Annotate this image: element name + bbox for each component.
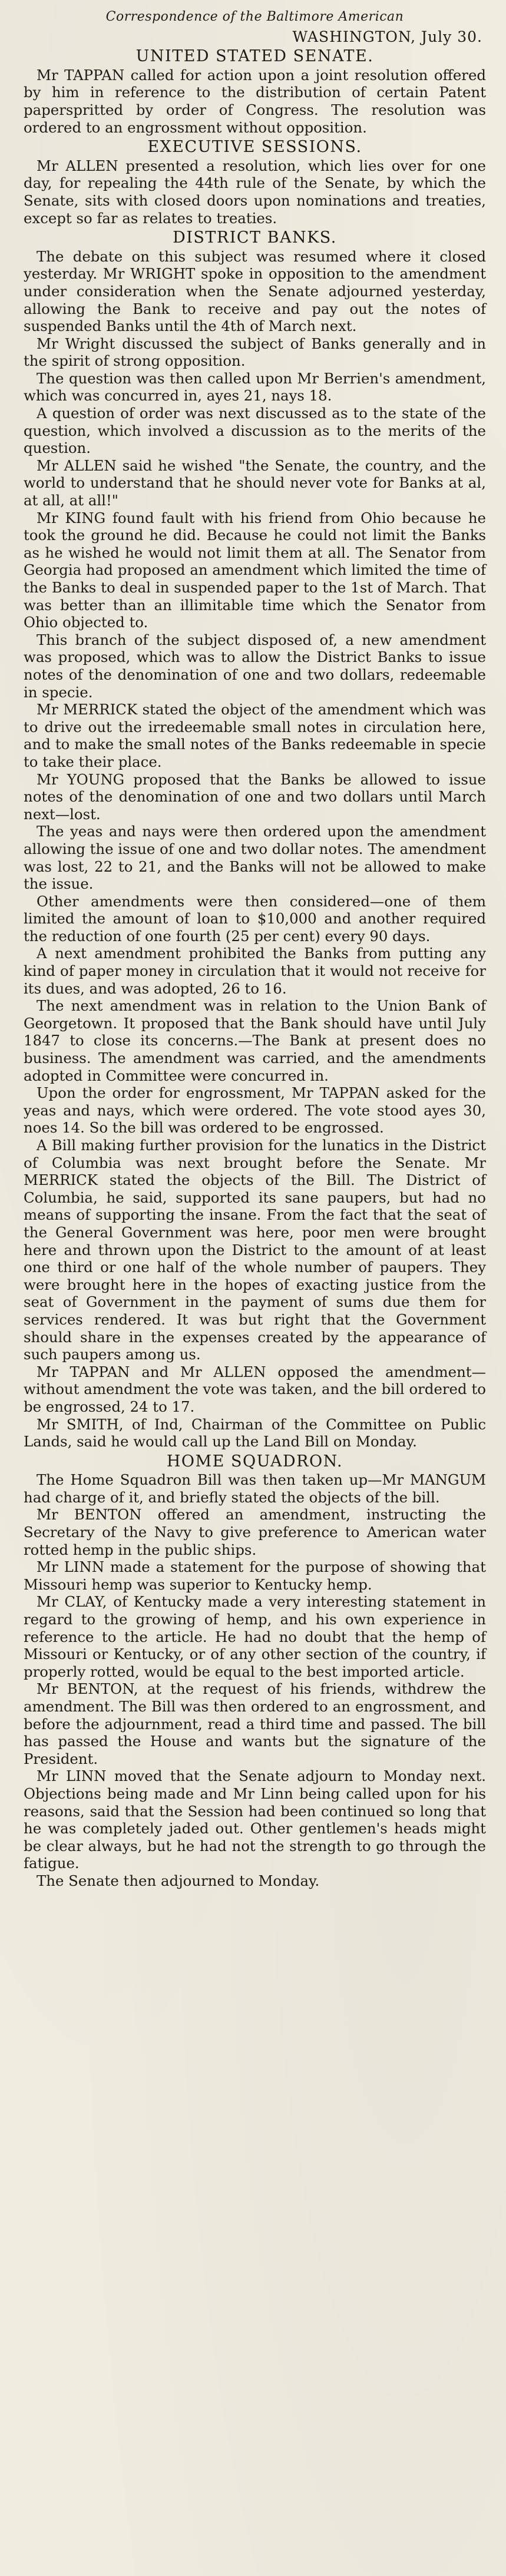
article-section	[24, 48, 486, 136]
article-paragraph: Mr Wright discussed the subject of Banks generally and in the spirit of strong opposition.	[24, 335, 486, 370]
article-column	[24, 8, 486, 1890]
article-paragraph: The Home Squadron Bill was then taken up—Mr MANGUM had charge of it, and briefly stated the objects of the bill.	[24, 1471, 486, 1506]
article-paragraph: Other amendments were then considered—one of them limited the amount of loan to $10,000 and another required the reduction of one fourth (25 per cent) every 90 days.	[24, 892, 486, 945]
article-paragraph: Mr ALLEN said he wished "the Senate, the country, and the world to understand that he should never vote for Banks at al, at all, at all!"	[24, 456, 486, 509]
article-paragraph: The yeas and nays were then ordered upon the amendment allowing the issue of one and two dollar notes. The amendment was lost, 22 to 21, and the Banks will not be allowed to make the issue.	[24, 823, 486, 893]
article-paragraph: A next amendment prohibited the Banks from putting any kind of paper money in circulation that it would not receive for its dues, and was adopted, 26 to 16.	[24, 945, 486, 997]
article-paragraph: Mr KING found fault with his friend from Ohio because he took the ground he did. Because he could not limit the Banks as he wished he would not limit them at all. The Senator from Georgia had proposed an amendment which limited the time of the Banks to deal in suspended paper to the 1st of March. That was better than an illimitable time which the Senator from Ohio objected to.	[24, 509, 486, 631]
article-section	[24, 229, 486, 1451]
correspondence-byline: Correspondence of the Baltimore American	[105, 9, 404, 24]
section-heading: EXECUTIVE SESSIONS.	[147, 138, 362, 157]
article-paragraph: Mr BENTON, at the request of his friends, withdrew the amendment. The Bill was then ordered to an engrossment, and before the adjournment, read a third time and passed. The bill has passed the House and wants but the signature of the President.	[24, 1680, 486, 1767]
article-paragraph: A question of order was next discussed as to the state of the question, which involved a discussion as to the merits of the question.	[24, 405, 486, 457]
article-paragraph: Mr CLAY, of Kentucky made a very interesting statement in regard to the growing of hemp, and his own experience in reference to the article. He had no doubt that the hemp of Missouri or Kentucky, or of any other section of the country, if properly rotted, would be equal to the best imported article.	[24, 1593, 486, 1680]
article-paragraph: Mr ALLEN presented a resolution, which lies over for one day, for repealing the 44th rule of the Senate, by which the Senate, sits with closed doors upon nominations and treaties, except so far as relates to treaties.	[24, 157, 486, 227]
article-paragraph: Mr YOUNG proposed that the Banks be allowed to issue notes of the denomination of one and two dollars until March next—lost.	[24, 770, 486, 823]
article-paragraph: The next amendment was in relation to the Union Bank of Georgetown. It proposed that the Bank should have until July 1847 to close its concerns.—The Bank at present does no business. The amendment was carried, and the amendments adopted in Committee were concurred in.	[24, 997, 486, 1084]
article-paragraph: Mr BENTON offered an amendment, instructing the Secretary of the Navy to give preference to American water rotted hemp in the public ships.	[24, 1506, 486, 1558]
section-heading: HOME SQUADRON.	[166, 1452, 343, 1471]
article-paragraph: This branch of the subject disposed of, a new amendment was proposed, which was to allow the District Banks to issue notes of the denomination of one and two dollars, redeemable in specie.	[24, 631, 486, 701]
article-paragraph: Mr SMITH, of Ind, Chairman of the Committee on Public Lands, said he would call up the Land Bill on Monday.	[24, 1415, 486, 1451]
section-heading: UNITED STATED SENATE.	[135, 47, 374, 66]
article-paragraph: Mr MERRICK stated the object of the amendment which was to drive out the irredeemable small notes in circulation here, and to make the small notes of the Banks redeemable in specie to take their place.	[24, 701, 486, 770]
article-paragraph: Upon the order for engrossment, Mr TAPPAN asked for the yeas and nays, which were ordered. The vote stood ayes 30, noes 14. So the bill was ordered to be engrossed.	[24, 1084, 486, 1137]
article-paragraph: Mr LINN made a statement for the purpose of showing that Missouri hemp was superior to Kentucky hemp.	[24, 1558, 486, 1593]
article-paragraph: The debate on this subject was resumed where it closed yesterday. Mr WRIGHT spoke in opposition to the amendment under consideration when the Senate adjourned yesterday, allowing the Bank to receive and pay out the notes of suspended Banks until the 4th of March next.	[24, 247, 486, 335]
dateline: WASHINGTON, July 30.	[292, 28, 482, 45]
section-heading: DISTRICT BANKS.	[173, 229, 337, 247]
article-paragraph: The Senate then adjourned to Monday.	[37, 1872, 320, 1889]
article-paragraph: Mr TAPPAN called for action upon a joint resolution offered by him in reference to the distribution of certain Patent paperspritted by order of Congress. The resolution was ordered to an engrossment without opposition.	[24, 66, 486, 136]
article-paragraph: A Bill making further provision for the lunatics in the District of Columbia was next brought before the Senate. Mr MERRICK stated the objects of the Bill. The District of Columbia, he said, supported its sane paupers, but had no means of supporting the insane. From the fact that the seat of the General Government was here, poor men were brought here and thrown upon the District to the amount of at least one third or one half of the whole number of paupers. They were brought here in the hopes of exacting justice from the seat of Government in the payment of sums due them for services rendered. It was but right that the Government should share in the expenses created by the appearance of such paupers among us.	[24, 1137, 486, 1363]
article-section	[24, 1453, 486, 1890]
article-paragraph: Mr TAPPAN and Mr ALLEN opposed the amendment—without amendment the vote was taken, and the bill ordered to be engrossed, 24 to 17.	[24, 1363, 486, 1415]
article-section	[24, 138, 486, 227]
article-sections	[24, 48, 486, 1889]
article-paragraph: Mr LINN moved that the Senate adjourn to Monday next. Objections being made and Mr Linn being called upon for his reasons, said that the Session had been continued so long that he was completely jaded out. Other gentlemen's heads might be clear always, but he had not the strength to go through the fatigue.	[24, 1767, 486, 1872]
article-paragraph: The question was then called upon Mr Berrien's amendment, which was concurred in, ayes 21, nays 18.	[24, 369, 486, 405]
